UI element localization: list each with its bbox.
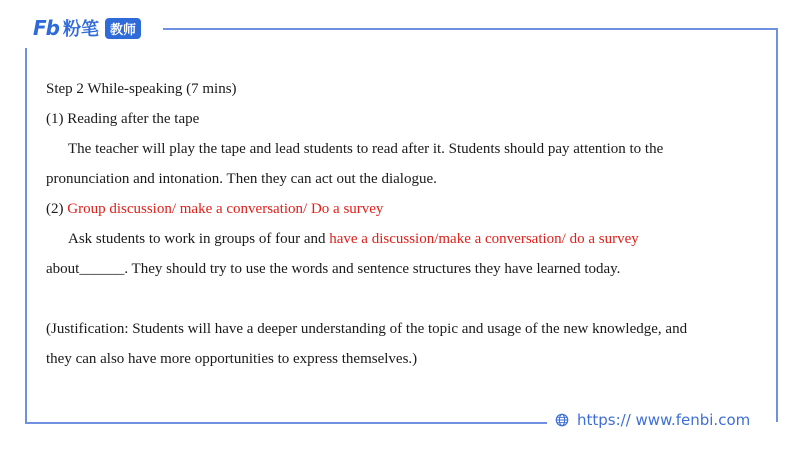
frame-top-line	[163, 28, 777, 30]
item2-body-highlight: have a discussion/make a conversation/ do a survey	[329, 231, 639, 247]
justification-line2: they can also have more opportunities to express themselves.)	[46, 351, 418, 367]
logo-badge: 教师	[105, 18, 141, 39]
frame-bottom-line	[25, 422, 547, 424]
footer-url-text[interactable]: https:// www.fenbi.com	[577, 411, 751, 429]
step-title: Step 2 While-speaking (7 mins)	[46, 81, 237, 97]
document-body	[46, 74, 766, 374]
item1-body-line1: The teacher will play the tape and lead students to read after it. Students should pay attention to the	[68, 141, 664, 157]
globe-icon	[555, 413, 569, 427]
logo-brand-name: 粉笔	[62, 19, 99, 40]
item1-body-line2: pronunciation and intonation. Then they can act out the dialogue.	[46, 171, 437, 187]
item1-title: (1) Reading after the tape	[46, 111, 200, 127]
item2-body-line2: about______. They should try to use the words and sentence structures they have learned today.	[46, 261, 621, 277]
footer-url[interactable]	[555, 411, 750, 429]
justification-line1: (Justification: Students will have a deeper understanding of the topic and usage of the new knowledge, and	[46, 321, 688, 337]
item2-body-start: Ask students to work in groups of four and	[68, 231, 330, 247]
item2-body-line1	[46, 224, 766, 254]
frame-right-line	[776, 28, 778, 422]
fenbi-logo	[33, 16, 141, 40]
spacer	[46, 284, 766, 314]
frame-left-line	[25, 48, 27, 424]
item2-title-line	[46, 194, 766, 224]
item2-title: Group discussion/ make a conversation/ Do a survey	[67, 201, 384, 217]
logo-fb-mark: Fb	[33, 16, 59, 40]
item2-prefix: (2)	[46, 201, 68, 217]
